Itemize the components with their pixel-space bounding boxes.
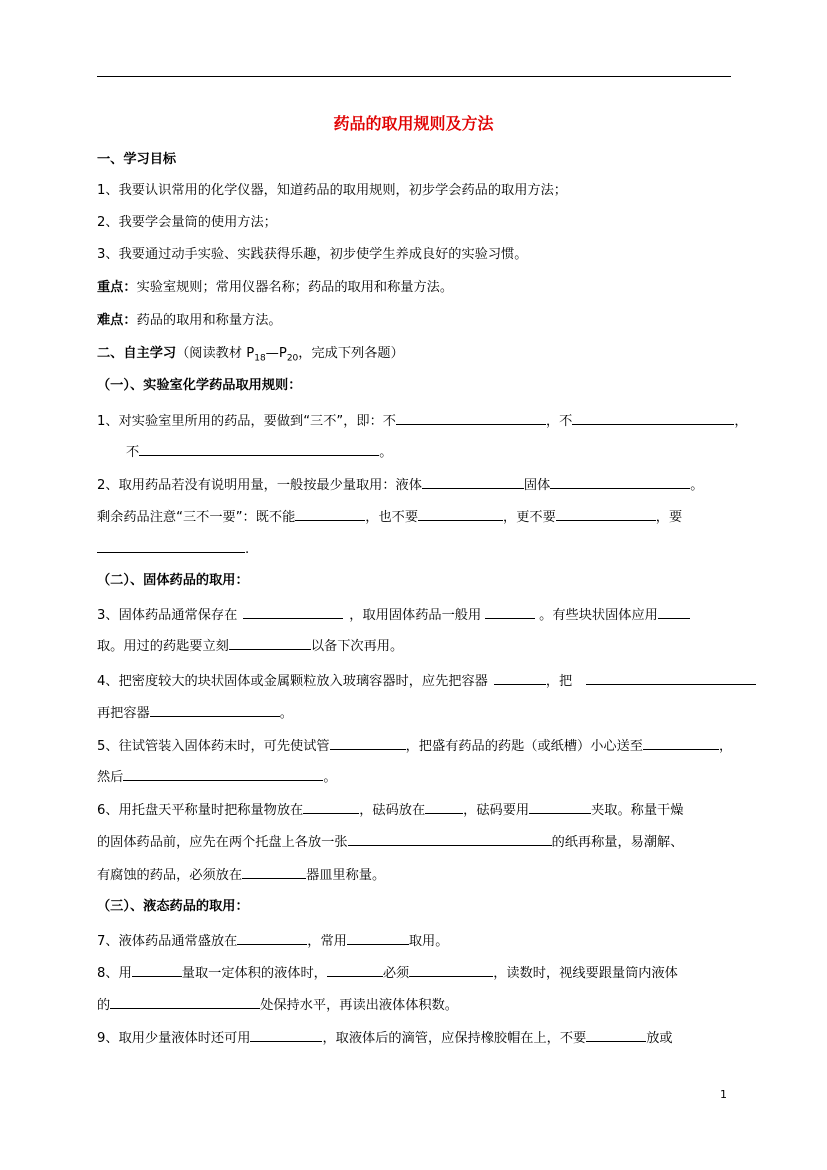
question-text: 3、固体药品通常保存在: [97, 608, 238, 623]
question-2-cont: [97, 507, 682, 527]
fill-blank[interactable]: [422, 475, 524, 489]
question-text: 必须: [382, 966, 410, 981]
fill-blank[interactable]: [150, 703, 280, 717]
subsection-heading: （二）、固体药品的取用：: [97, 573, 249, 588]
question-text: 。: [690, 478, 704, 493]
fill-blank[interactable]: [572, 411, 734, 425]
question-text: ，也不要: [365, 510, 419, 525]
question-text: ，取用固体药品一般用: [349, 608, 482, 623]
fill-blank[interactable]: [485, 605, 535, 619]
fill-blank[interactable]: [643, 736, 719, 750]
question-text: 器皿里称量。: [306, 868, 386, 883]
fill-blank[interactable]: [132, 963, 182, 977]
page-subscript: 20: [286, 353, 299, 364]
question-text: ，砝码要用: [463, 803, 530, 818]
question-text: 以备下次再用。: [310, 639, 404, 654]
fill-blank[interactable]: [586, 671, 756, 685]
question-text: ，把盛有药品的药匙（或纸槽）小心送至: [405, 739, 643, 754]
question-5: [97, 736, 732, 756]
question-text: 取用。: [408, 934, 449, 949]
question-text: ，砝码放在: [359, 803, 426, 818]
question-text: 9、取用少量液体时还可用: [97, 1031, 251, 1046]
question-text: 6、用托盘天平称量时把称量物放在: [97, 803, 304, 818]
fill-blank[interactable]: [295, 507, 365, 521]
fill-blank[interactable]: [229, 636, 311, 650]
question-text: 固体: [523, 478, 551, 493]
fill-blank[interactable]: [586, 1028, 646, 1042]
question-text: 5、往试管装入固体药末时，可先使试管: [97, 739, 330, 754]
objective-item: 2、我要学会量筒的使用方法；: [97, 215, 277, 230]
question-2: [97, 475, 703, 495]
fill-blank[interactable]: [418, 507, 503, 521]
subsection-heading: （一）、实验室化学药品取用规则：: [97, 378, 302, 393]
question-text: 再把容器: [97, 706, 150, 721]
question-text: 的纸再称量，易潮解、: [551, 835, 684, 850]
fill-blank[interactable]: [550, 475, 690, 489]
question-text: ，: [718, 739, 733, 754]
question-text: 。: [279, 706, 293, 721]
question-text: 有腐蚀的药品，必须放在: [97, 868, 243, 883]
fill-blank[interactable]: [242, 865, 306, 879]
question-text: ，读数时，视线要跟量筒内液体: [493, 966, 678, 981]
fill-blank[interactable]: [327, 963, 383, 977]
fill-blank[interactable]: [123, 767, 323, 781]
fill-blank[interactable]: [237, 931, 307, 945]
question-text: 量取一定体积的液体时，: [181, 966, 327, 981]
section-heading-text: 二、自主学习: [97, 346, 177, 361]
question-text: ，把: [545, 674, 573, 689]
question-7: [97, 931, 448, 951]
fill-blank[interactable]: [330, 736, 406, 750]
question-6: [97, 800, 683, 820]
question-text: 7、液体药品通常盛放在: [97, 934, 238, 949]
page-subscript: 18: [254, 353, 266, 364]
fill-blank[interactable]: [243, 605, 343, 619]
objective-item: 1、我要认识常用的化学仪器，知道药品的取用规则，初步学会药品的取用方法；: [97, 183, 567, 198]
question-9: [97, 1028, 673, 1048]
question-text: ，更不要: [503, 510, 556, 525]
fill-blank[interactable]: [658, 605, 690, 619]
question-text: ，要: [655, 510, 683, 525]
difficult-points: [97, 312, 282, 330]
difficulty-label: 难点：: [97, 313, 137, 328]
question-text: .: [245, 542, 250, 557]
question-4-cont: [97, 703, 293, 723]
key-text: 实验室规则；常用仪器名称；药品的取用和称量方法。: [136, 280, 454, 295]
question-6-cont: [97, 865, 385, 885]
question-text: 然后: [97, 770, 124, 785]
question-text: 1、对实验室里所用的药品，要做到“三不”，即：不: [97, 414, 396, 429]
page-number: 1: [720, 1088, 727, 1101]
question-2-cont: [97, 539, 249, 559]
key-label: 重点：: [97, 280, 137, 295]
objective-item: 3、我要通过动手实验、实践获得乐趣，初步使学生养成良好的实验习惯。: [97, 247, 528, 262]
question-3-cont: [97, 636, 403, 656]
section-heading: [97, 345, 404, 368]
question-text: ，常用: [307, 934, 347, 949]
question-3: [97, 605, 690, 625]
fill-blank[interactable]: [110, 995, 260, 1009]
question-text: 的固体药品前，应先在两个托盘上各放一张: [97, 835, 348, 850]
question-text: 。有些块状固体应用: [539, 608, 658, 623]
question-text: 2、取用药品若没有说明用量，一般按最少量取用：液体: [97, 478, 422, 493]
section-note: （阅读教材 P: [176, 346, 255, 361]
section-heading: 一、学习目标: [97, 152, 177, 167]
question-4: [97, 671, 756, 691]
fill-blank[interactable]: [139, 442, 379, 456]
question-text: 。: [323, 770, 337, 785]
subsection-heading: （三）、液态药品的取用：: [97, 899, 249, 914]
question-8-cont: [97, 995, 458, 1015]
question-1-cont: [126, 442, 392, 462]
fill-blank[interactable]: [303, 800, 359, 814]
question-text: ，取液体后的滴管，应保持橡胶帽在上，不要: [322, 1031, 587, 1046]
key-points: [97, 279, 453, 297]
fill-blank[interactable]: [347, 931, 409, 945]
question-text: 放或: [646, 1031, 673, 1046]
page-title: 药品的取用规则及方法: [333, 114, 494, 133]
question-5-cont: [97, 767, 337, 787]
question-text: 4、把密度较大的块状固体或金属颗粒放入玻璃容器时，应先把容器: [97, 674, 488, 689]
fill-blank[interactable]: [409, 963, 493, 977]
question-text: 不: [126, 445, 140, 460]
fill-blank[interactable]: [97, 539, 245, 553]
section-note: —P: [265, 346, 287, 361]
question-6-cont: [97, 832, 683, 852]
fill-blank[interactable]: [396, 411, 546, 425]
section-note: ，完成下列各题）: [298, 346, 404, 361]
question-text: ，: [734, 414, 748, 429]
fill-blank[interactable]: [494, 671, 546, 685]
question-1: [97, 411, 748, 431]
fill-blank[interactable]: [348, 832, 552, 846]
fill-blank[interactable]: [250, 1028, 322, 1042]
question-text: 。: [379, 445, 393, 460]
question-text: 取。用过的药匙要立刻: [97, 639, 229, 654]
question-text: 夹取。称量干燥: [591, 803, 684, 818]
question-text: 剩余药品注意“三不一要”：既不能: [97, 510, 296, 525]
question-text: 8、用: [97, 966, 132, 981]
fill-blank[interactable]: [425, 800, 463, 814]
question-text: 处保持水平，再读出液体体积数。: [260, 998, 458, 1013]
fill-blank[interactable]: [556, 507, 656, 521]
header-rule: [97, 76, 731, 77]
question-text: 的: [97, 998, 111, 1013]
question-8: [97, 963, 678, 983]
difficulty-text: 药品的取用和称量方法。: [136, 313, 282, 328]
question-text: ，不: [546, 414, 573, 429]
fill-blank[interactable]: [529, 800, 591, 814]
